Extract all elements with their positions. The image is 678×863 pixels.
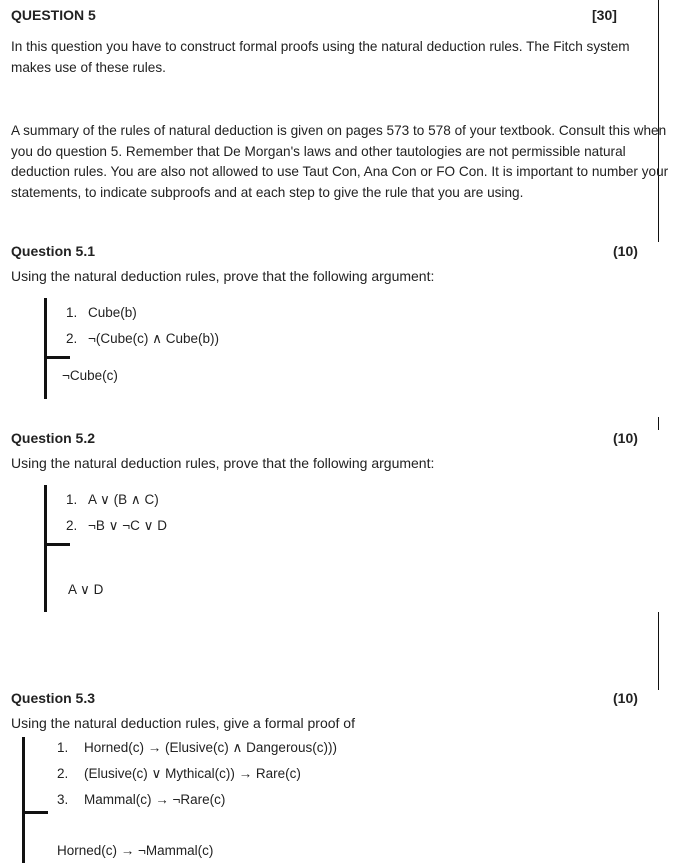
question-5-1-title: Question 5.1 <box>11 243 96 259</box>
page-edge-line-bottom <box>658 612 659 690</box>
question-5-3-lead: Using the natural deduction rules, give a formal proof of <box>11 715 355 731</box>
question-5-2-title: Question 5.2 <box>11 430 96 446</box>
question-5-1-marks: (10) <box>613 243 638 259</box>
premise-5-2-1 <box>66 492 159 508</box>
premise-number: 1. <box>66 305 78 320</box>
conclusion-5-1: ¬Cube(c) <box>62 368 118 383</box>
premise-5-3-2 <box>57 766 301 782</box>
conclusion-5-2: A ∨ D <box>68 582 104 597</box>
fitch-line-5-3 <box>22 811 48 814</box>
fitch-bar-5-1 <box>44 298 47 399</box>
premise-number: 1. <box>66 492 78 507</box>
premise-text: Mammal(c) → ¬Rare(c) <box>84 792 226 807</box>
page-edge-tick <box>658 417 659 430</box>
intro-paragraph-2: A summary of the rules of natural deduction is given on pages 573 to 578 of your textbook. Consult this when you do question 5. Remember that De Morgan's laws and other tautologies are not permissible natural deduction rules. You are also not allowed to use Taut Con, Ana Con or FO Con. It is important to number your statements, to indicate subproofs and at each step to give the rule that you are using. <box>11 123 669 200</box>
premise-text: Cube(b) <box>88 305 137 320</box>
premise-text: Horned(c) → (Elusive(c) ∧ Dangerous(c))) <box>84 740 337 755</box>
premise-text: (Elusive(c) ∨ Mythical(c)) → Rare(c) <box>84 766 301 781</box>
question-5-title: QUESTION 5 <box>11 7 96 23</box>
intro-paragraph-1: In this question you have to construct formal proofs using the natural deduction rules. The Fitch system makes use of these rules. <box>11 39 630 75</box>
question-5-1-lead: Using the natural deduction rules, prove that the following argument: <box>11 268 435 284</box>
premise-5-1-2 <box>66 331 219 347</box>
premise-5-3-3 <box>57 792 225 807</box>
premise-number: 1. <box>57 740 69 755</box>
premise-number: 2. <box>57 766 69 781</box>
question-5-3-marks: (10) <box>613 690 638 706</box>
premise-number: 2. <box>66 518 78 533</box>
question-5-marks: [30] <box>592 7 617 23</box>
premise-text: A ∨ (B ∧ C) <box>88 492 159 507</box>
premise-text: ¬B ∨ ¬C ∨ D <box>88 518 168 533</box>
fitch-bar-5-2 <box>44 485 47 612</box>
premise-5-3-1 <box>57 740 337 756</box>
question-5-2-marks: (10) <box>613 430 638 446</box>
question-5-2-lead: Using the natural deduction rules, prove that the following argument: <box>11 455 435 471</box>
premise-text: ¬(Cube(c) ∧ Cube(b)) <box>88 331 220 346</box>
premise-5-1-1 <box>66 305 137 320</box>
premise-number: 2. <box>66 331 78 346</box>
question-5-3-title: Question 5.3 <box>11 690 96 706</box>
fitch-line-5-1 <box>44 356 70 359</box>
premise-5-2-2 <box>66 518 167 534</box>
fitch-line-5-2 <box>44 543 70 546</box>
conclusion-5-3: Horned(c) → ¬Mammal(c) <box>57 843 214 858</box>
premise-number: 3. <box>57 792 69 807</box>
fitch-bar-5-3 <box>22 737 25 863</box>
